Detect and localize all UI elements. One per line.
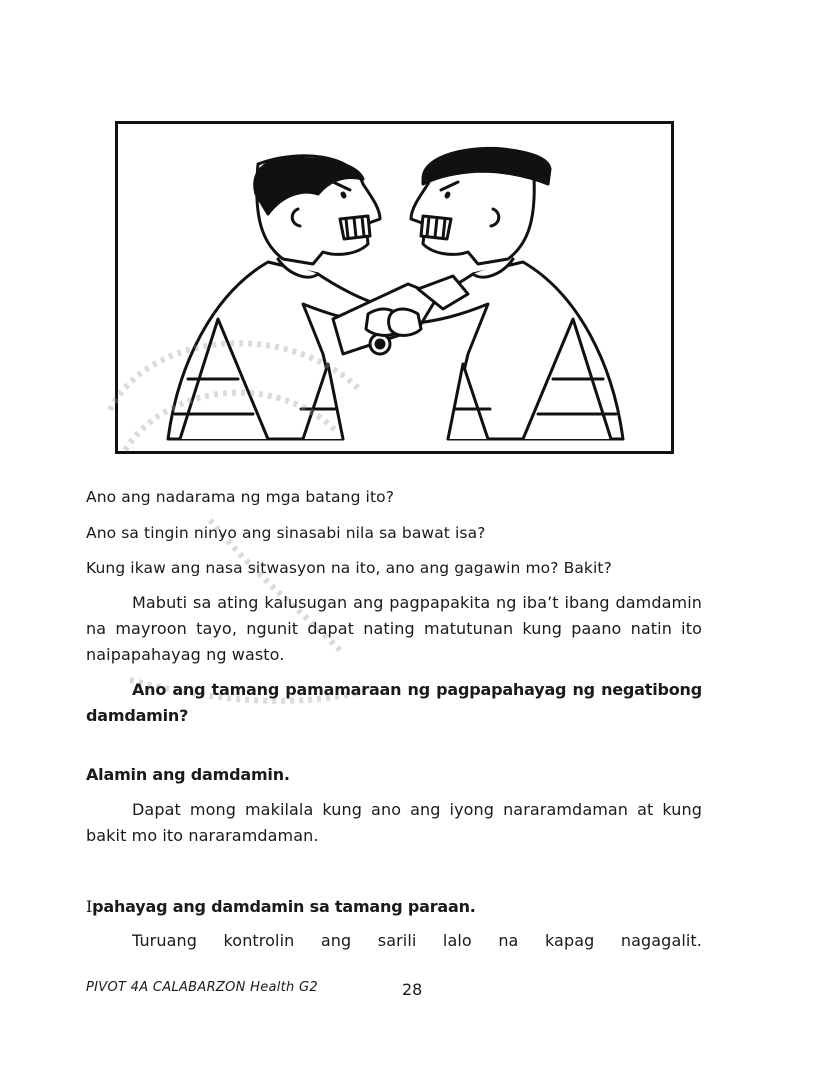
section-body-alamin	[86, 797, 702, 849]
intro-paragraph-text: Mabuti sa ating kalusugan ang pagpapakita ng iba’t ibang damdamin na mayroon tayo, ngunit dapat nating matutunan kung paano natin ito naipapahayag ng wasto.	[86, 593, 702, 664]
heading-rest: pahayag ang damdamin sa tamang paraan.	[92, 897, 476, 916]
bold-question	[86, 677, 702, 729]
section-body-ipahayag	[86, 928, 702, 954]
section-heading-ipahayag	[86, 894, 476, 920]
heading-initial: I	[86, 897, 93, 916]
question-3: Kung ikaw ang nasa sitwasyon na ito, ano ang gagawin mo? Bakit?	[86, 559, 612, 577]
question-2: Ano sa tingin ninyo ang sinasabi nila sa bawat isa?	[86, 524, 486, 542]
section-body-alamin-text: Dapat mong makilala kung ano ang iyong nararamdaman at kung bakit mo ito nararamdaman.	[86, 800, 702, 845]
section-body-ipahayag-text: Turuang kontrolin ang sarili lalo na kapag nagagalit.	[132, 931, 702, 950]
intro-paragraph	[86, 590, 702, 668]
page-number: 28	[402, 980, 423, 999]
section-heading-alamin: Alamin ang damdamin.	[86, 765, 290, 784]
bold-question-text: Ano ang tamang pamamaraan ng pagpapahayag ng negatibong damdamin?	[86, 680, 702, 725]
footer-source: PIVOT 4A CALABARZON Health G2	[86, 980, 318, 995]
question-1: Ano ang nadarama ng mga batang ito?	[86, 488, 395, 506]
